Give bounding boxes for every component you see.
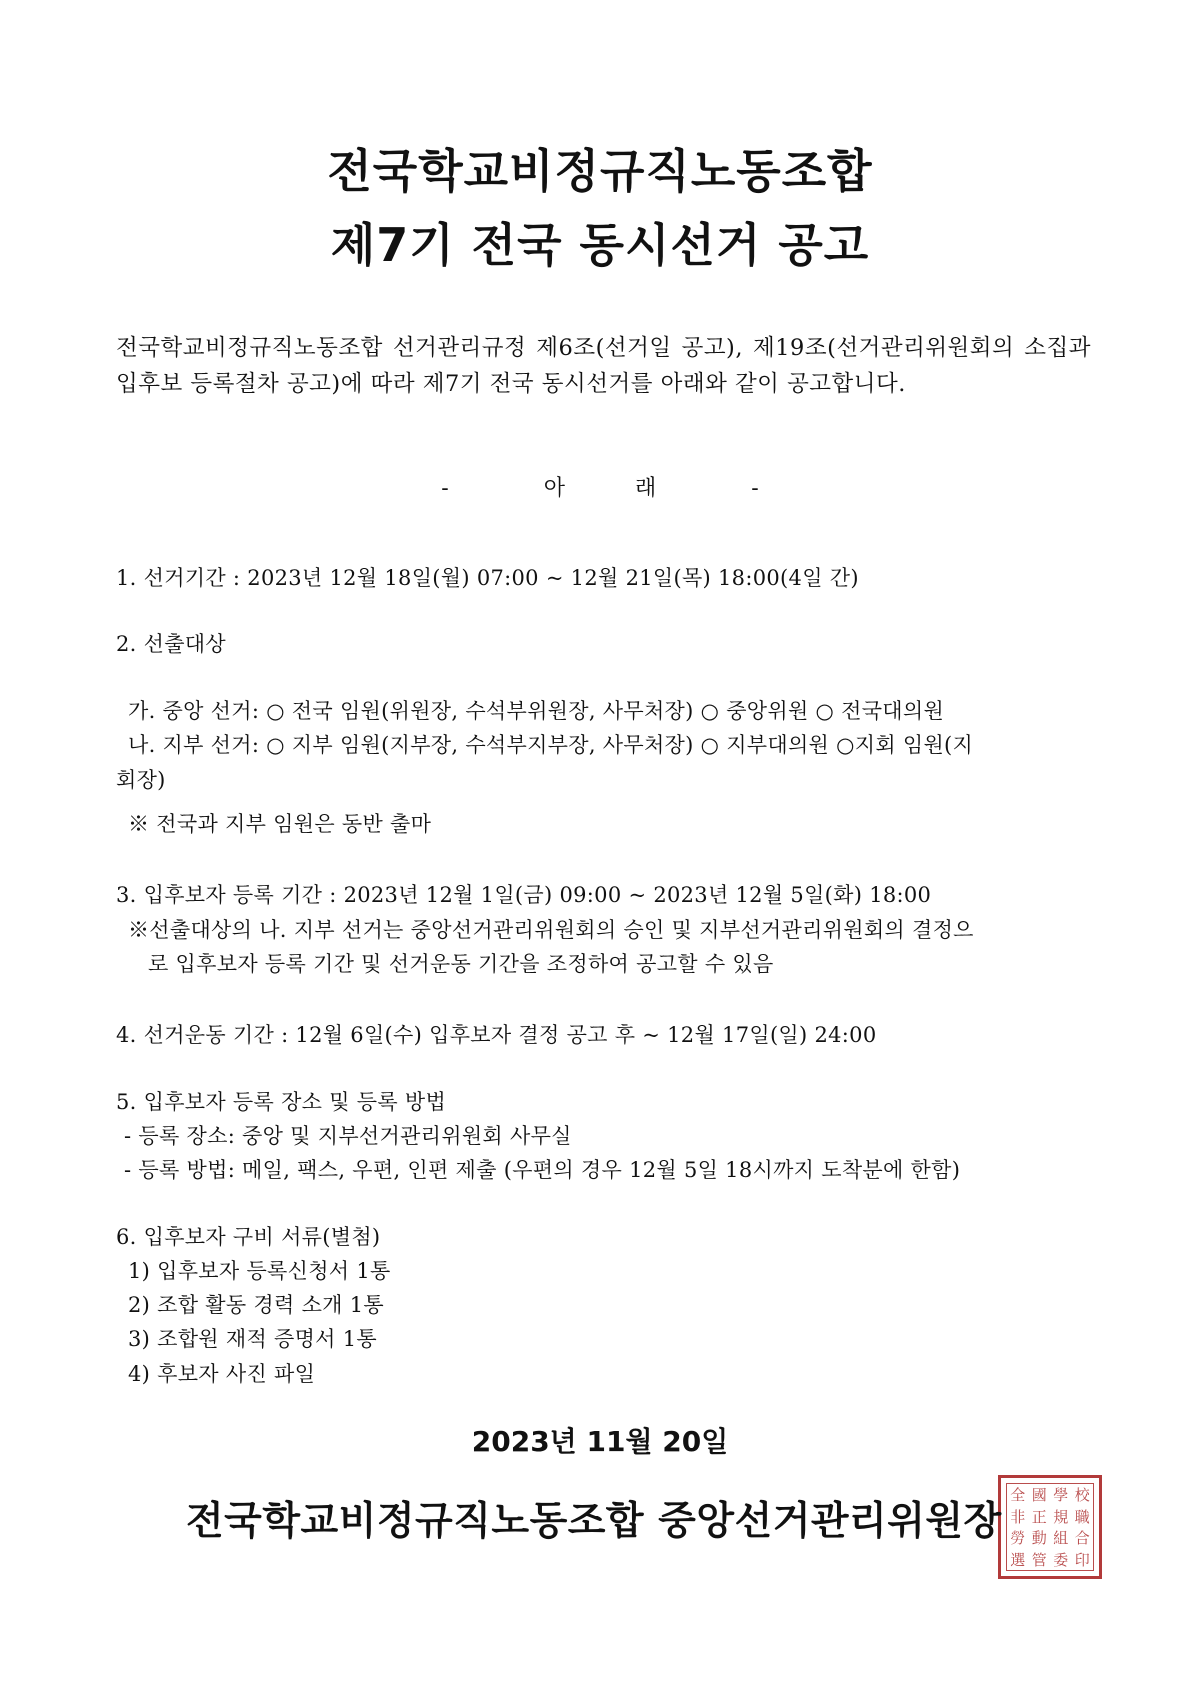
ahrae-dash-right: - [751,476,759,501]
title-line-2: 제7기 전국 동시선거 공고 [330,218,870,272]
section-4-campaign-period: 4. 선거운동 기간 : 12월 6일(수) 입후보자 결정 공고 후 ~ 12월 17일(일) 24:00 [116,1023,877,1047]
section-6-item-3: 3) 조합원 재적 증명서 1통 [128,1327,377,1351]
section-2-na-branch-line2: 회장) [116,768,166,792]
section-2-ga-central: 가. 중앙 선거: ○ 전국 임원(위원장, 수석부위원장, 사무처장) ○ 중앙위원 ○ 전국대의원 [128,699,945,723]
section-6-item-4: 4) 후보자 사진 파일 [128,1362,316,1386]
ahrae-char-1: 아 [543,476,565,501]
section-5-place: - 등록 장소: 중앙 및 지부선거관리위원회 사무실 [124,1124,572,1148]
section-6-item-1: 1) 입후보자 등록신청서 1통 [128,1259,391,1283]
ahrae-dash-left: - [441,476,449,501]
section-2-heading: 2. 선출대상 [116,632,226,656]
section-3-note-line2: 로 입후보자 등록 기간 및 선거운동 기간을 조정하여 공고할 수 있음 [148,952,774,976]
section-5-heading: 5. 입후보자 등록 장소 및 등록 방법 [116,1090,447,1114]
section-3-note-line1: ※선출대상의 나. 지부 선거는 중앙선거관리위원회의 승인 및 지부선거관리위원회의 결정으 [128,918,974,942]
intro-paragraph: 전국학교비정규직노동조합 선거관리규정 제6조(선거일 공고), 제19조(선거관리위원회의 소집과 입후보 등록절차 공고)에 따라 제7기 전국 동시선거를 아래와 같이 공고합니다. [116,335,1091,397]
ahrae-heading [0,478,1200,500]
notice-date: 2023년 11월 20일 [471,1425,729,1458]
signer-name: 전국학교비정규직노동조합 중앙선거관리위원장 [186,1499,1002,1544]
section-1-election-period: 1. 선거기간 : 2023년 12월 18일(월) 07:00 ~ 12월 21일(목) 18:00(4일 간) [116,566,859,590]
ahrae-char-2: 래 [635,476,657,501]
title-line-1: 전국학교비정규직노동조합 [327,144,873,198]
official-seal-stamp [998,1475,1102,1579]
seal-inner-border: 全 國 學 校 非 正 規 職 勞 動 組 合 選 管 委 印 [1006,1483,1094,1571]
section-6-heading: 6. 입후보자 구비 서류(별첨) [116,1225,381,1249]
section-5-method: - 등록 방법: 메일, 팩스, 우편, 인편 제출 (우편의 경우 12월 5일 18시까지 도착분에 한함) [124,1158,961,1182]
section-3-heading: 3. 입후보자 등록 기간 : 2023년 12월 1일(금) 09:00 ~ 2023년 12월 5일(화) 18:00 [116,883,932,907]
section-2-note: ※ 전국과 지부 임원은 동반 출마 [128,812,432,836]
section-2-na-branch-line1: 나. 지부 선거: ○ 지부 임원(지부장, 수석부지부장, 사무처장) ○ 지부대의원 ○지회 임원(지 [128,733,974,757]
section-6-item-2: 2) 조합 활동 경력 소개 1통 [128,1293,384,1317]
